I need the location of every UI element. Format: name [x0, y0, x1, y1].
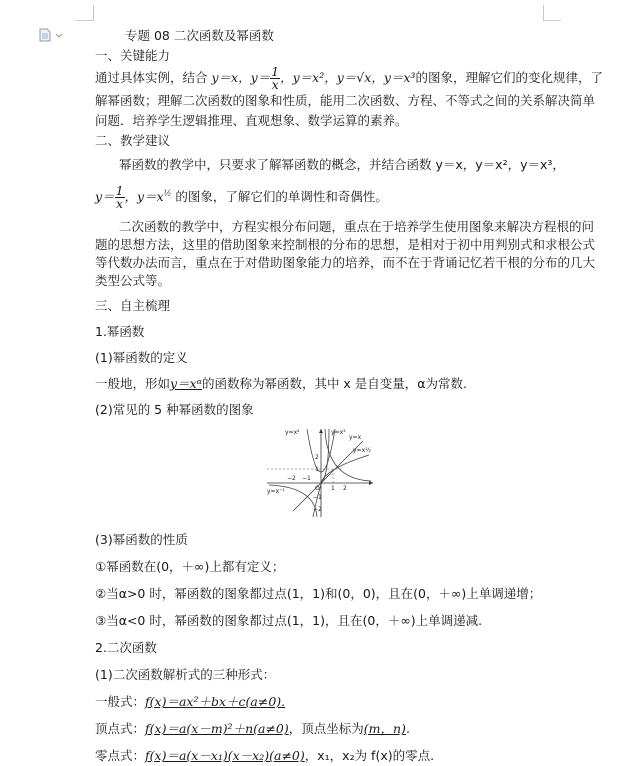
tick-label: −1 [302, 475, 311, 482]
section-heading-1: 一、关键能力 [95, 48, 171, 63]
label-y-x: y=x [349, 434, 362, 441]
paragraph-line: 题的思想方法，这里的借助图象来控制根的分布的思想，是相对于初中用判别式和求根公式 [95, 237, 596, 253]
curve-y-inverse [325, 429, 371, 481]
property-line: ①幂函数在(0，＋∞)上都有定义； [95, 559, 285, 575]
paragraph-line: y＝ $\frac{1}{x}$ ，$y=x^{\frac{1}{2}}$ 的图象，了解它们的单调性和奇偶性。 [95, 183, 388, 212]
document-body [95, 26, 603, 766]
power-function-graph [263, 425, 375, 520]
paragraph-line: 类型公式等。 [95, 273, 171, 289]
subsection-heading: (1)幂函数的定义 [95, 350, 188, 366]
document-icon[interactable] [38, 28, 68, 42]
label-y-inverse: y=x⁻¹ [267, 488, 285, 495]
tick-label: 1 [331, 485, 335, 492]
label-y-sqrt: y=x½ [353, 447, 371, 454]
subsection-heading: (3)幂函数的性质 [95, 532, 188, 548]
label-y-x2: y=x² [285, 429, 300, 436]
tick-label: 1 [315, 466, 319, 473]
subsection-heading: (2)常见的 5 种幂函数的图象 [95, 402, 254, 418]
paragraph-line: 解幂函数；理解二次函数的图象和性质，能用二次函数、方程、不等式之间的关系解决简单 [95, 93, 596, 108]
tick-label: −2 [313, 506, 322, 513]
subsection-heading: 2.二次函数 [95, 640, 157, 656]
paragraph-line: 幂函数的教学中，只要求了解幂函数的概念，并结合函数 y＝x，y＝x²，y＝x³， [119, 157, 565, 172]
subsection-heading: 1.幂函数 [95, 324, 145, 340]
fraction: $\frac{1}{x}$ [271, 64, 280, 92]
x-axis-arrow [369, 481, 373, 485]
tick-label: 2 [315, 454, 319, 461]
tick-label: −1 [313, 494, 322, 501]
section-heading-2: 二、教学建议 [95, 133, 171, 148]
section-heading-3: 三、自主梳理 [95, 298, 171, 314]
paragraph-line: 二次函数的教学中，方程实根分布问题，重点在于培养学生使用图象来解决方程根的问 [119, 219, 595, 235]
label-y-x3: y=x³ [331, 429, 346, 436]
paragraph-line: 问题．培养学生逻辑推理、直观想象、数学运算的素养。 [95, 113, 408, 128]
paragraph-line: 等代数办法而言，重点在于对借助图象能力的培养，而不在于背诵记忆若干根的分布的几大 [95, 255, 596, 271]
property-line: ②当α>0 时，幂函数的图象都过点(1，1)和(0，0)，且在(0，＋∞)上单调递增； [95, 586, 542, 602]
document-title: 专题 08 二次函数及幂函数 [125, 28, 274, 43]
crop-mark [76, 20, 94, 21]
formula-line: 一般式：f(x)＝ax²＋bx＋c(a≠0). [95, 694, 286, 710]
definition-line: 一般地，形如y＝xᵅ的函数称为幂函数，其中 x 是自变量，α为常数. [95, 376, 468, 392]
origin-label: O [315, 485, 320, 492]
crop-mark [543, 20, 561, 21]
subsection-heading: (1)二次函数解析式的三种形式： [95, 667, 276, 683]
tick-label: −2 [287, 475, 296, 482]
fraction: $\frac{1}{x}$ [115, 183, 124, 212]
tick-label: 2 [343, 485, 347, 492]
formula-line: 顶点式：f(x)＝a(x－m)²＋n(a≠0)，顶点坐标为(m，n). [95, 721, 410, 737]
crop-mark [93, 5, 94, 21]
formula-line: 零点式：f(x)＝a(x－x₁)(x－x₂)(a≠0)，x₁，x₂为 f(x)的零点. [95, 748, 435, 764]
property-line: ③当α<0 时，幂函数的图象都过点(1，1)，且在(0，＋∞)上单调递减. [95, 613, 483, 629]
paragraph: 通过具体实例，结合 y＝x，y＝ $\frac{1}{x}$ ，y＝x²，y＝√x，y＝x³的图象，理解它们的变化规律，了 [95, 64, 603, 92]
crop-mark [543, 5, 544, 21]
y-axis-arrow [319, 429, 323, 433]
